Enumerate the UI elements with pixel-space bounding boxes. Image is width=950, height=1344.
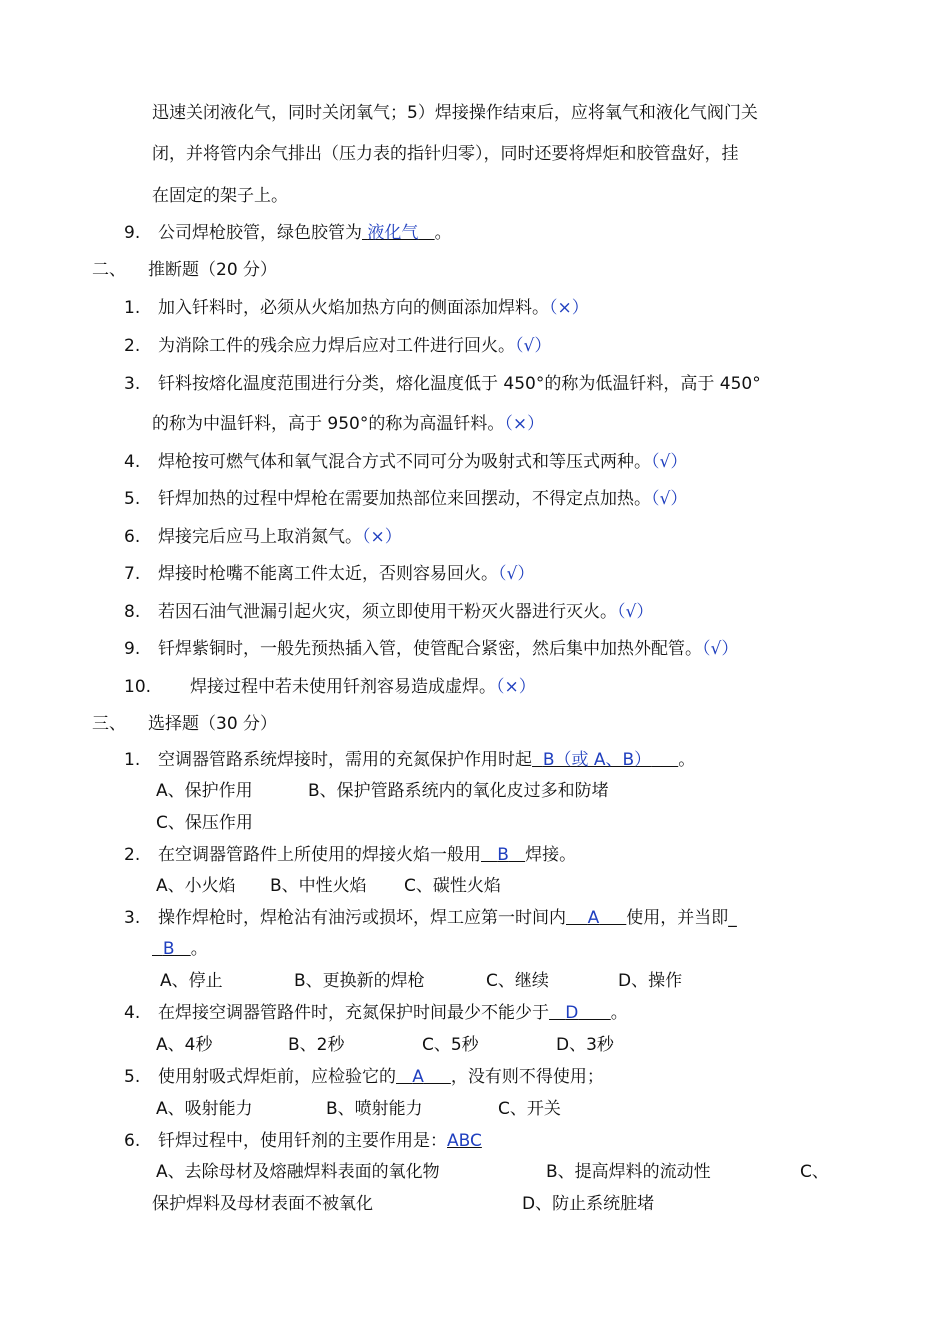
question-end: 使用，并当即_ — [626, 908, 737, 928]
question-fill — [158, 1001, 628, 1025]
answer-text: A — [412, 1067, 424, 1087]
option: D、操作 — [618, 971, 683, 991]
answer-text: D — [565, 1003, 579, 1023]
question-fill — [158, 748, 695, 772]
answer-blank — [532, 750, 678, 770]
option: C、5秒 — [422, 1035, 479, 1055]
question-text: 焊枪按可燃气体和氧气混合方式不同可分为吸射式和等压式两种。 — [158, 452, 651, 472]
option: B、保护管路系统内的氧化皮过多和防堵 — [308, 781, 609, 801]
question-fill — [152, 937, 208, 961]
judge-item — [158, 487, 687, 511]
option: A、小火焰 — [156, 876, 236, 896]
answer-mark: （√） — [651, 452, 688, 472]
question-number: 3. — [124, 374, 141, 394]
option: C、开关 — [498, 1099, 561, 1119]
question-end: 焊接。 — [525, 845, 577, 865]
answer-mark: （√） — [617, 602, 654, 622]
option: B、2秒 — [288, 1035, 345, 1055]
answer-blank — [362, 223, 435, 243]
question-fill — [158, 906, 737, 930]
option: A、4秒 — [156, 1035, 213, 1055]
question-fill — [158, 1129, 482, 1153]
paragraph-line: 在固定的架子上。 — [152, 186, 288, 206]
paragraph-line: 迅速关闭液化气，同时关闭氧气；5）焊接操作结束后，应将氧气和液化气阀门关 — [152, 103, 758, 123]
question-number: 5. — [124, 489, 141, 509]
question-text: 加入钎料时，必须从火焰加热方向的侧面添加焊料。 — [158, 298, 549, 318]
answer-text: ABC — [447, 1131, 482, 1151]
option: D、3秒 — [556, 1035, 614, 1055]
judge-item — [158, 450, 687, 474]
option: C、继续 — [486, 971, 549, 991]
question-number: 2. — [124, 845, 141, 865]
question-number: 1. — [124, 750, 141, 770]
answer-mark: （×） — [549, 298, 589, 318]
question-text: 钎料按熔化温度范围进行分类，熔化温度低于 450°的称为低温钎料，高于 450° — [158, 374, 761, 394]
paragraph-line: 闭，并将管内余气排出（压力表的指针归零），同时还要将焊炬和胶管盘好，挂 — [152, 144, 739, 164]
question-end: 。 — [190, 939, 208, 959]
answer-text: B — [497, 845, 509, 865]
question-end: 。 — [434, 223, 452, 243]
question-text: 钎焊过程中，使用钎剂的主要作用是： — [158, 1131, 447, 1151]
question-text: 在焊接空调器管路件时，充氮保护时间最少不能少于 — [158, 1003, 549, 1023]
question-text: 使用射吸式焊炬前，应检验它的 — [158, 1067, 396, 1087]
question-end: 。 — [610, 1003, 628, 1023]
option: B、更换新的焊枪 — [294, 971, 425, 991]
section-title: 选择题（30 分） — [148, 714, 278, 734]
judge-item — [190, 675, 536, 699]
question-text: 钎焊加热的过程中焊枪在需要加热部位来回摆动，不得定点加热。 — [158, 489, 651, 509]
question-number: 2. — [124, 336, 141, 356]
answer-blank — [549, 1003, 611, 1023]
question-fill — [158, 221, 452, 245]
answer-mark: （√） — [515, 336, 552, 356]
question-number: 1. — [124, 298, 141, 318]
answer-mark: （×） — [496, 677, 536, 697]
option: B、提高焊料的流动性 — [546, 1162, 711, 1182]
option: C、 — [800, 1162, 829, 1182]
option: C、保压作用 — [156, 813, 253, 833]
option: B、中性火焰 — [270, 876, 367, 896]
question-text: 的称为中温钎料，高于 950°的称为高温钎料。 — [152, 414, 505, 434]
answer-text: B（或 A、B） — [542, 750, 652, 770]
answer-mark: （√） — [651, 489, 688, 509]
section-number: 二、 — [92, 260, 126, 280]
question-text: 若因石油气泄漏引起火灾，须立即使用干粉灭火器进行灭火。 — [158, 602, 617, 622]
option: A、吸射能力 — [156, 1099, 253, 1119]
question-text: 在空调器管路件上所使用的焊接火焰一般用 — [158, 845, 481, 865]
answer-text: B — [162, 939, 175, 959]
section-title: 推断题（20 分） — [148, 260, 278, 280]
option: A、去除母材及熔融焊料表面的氧化物 — [156, 1162, 440, 1182]
answer-blank — [481, 845, 525, 865]
option: B、喷射能力 — [326, 1099, 423, 1119]
judge-item — [158, 600, 653, 624]
question-fill — [158, 1065, 604, 1089]
answer-text: A — [587, 908, 600, 928]
option: A、停止 — [160, 971, 223, 991]
option: D、防止系统脏堵 — [522, 1194, 655, 1214]
question-number: 4. — [124, 1003, 141, 1023]
question-text: 空调器管路系统焊接时，需用的充氮保护作用时起 — [158, 750, 532, 770]
question-number: 8. — [124, 602, 141, 622]
question-end: 。 — [678, 750, 696, 770]
answer-mark: （√） — [498, 564, 535, 584]
question-number: 6. — [124, 527, 141, 547]
question-number: 6. — [124, 1131, 141, 1151]
question-text: 钎焊紫铜时，一般先预热插入管，使管配合紧密，然后集中加热外配管。 — [158, 639, 702, 659]
judge-item — [158, 296, 589, 320]
question-text: 为消除工件的残余应力焊后应对工件进行回火。 — [158, 336, 515, 356]
question-text: 公司焊枪胶管，绿色胶管为 — [158, 223, 362, 243]
section-number: 三、 — [92, 714, 126, 734]
answer-mark: （√） — [702, 639, 739, 659]
answer-blank — [566, 908, 626, 928]
answer-text: 液化气 — [367, 223, 419, 243]
question-fill — [158, 843, 576, 867]
question-number: 7. — [124, 564, 141, 584]
judge-item — [158, 334, 551, 358]
answer-mark: （×） — [362, 527, 402, 547]
judge-item — [158, 562, 534, 586]
question-text: 焊接过程中若未使用钎剂容易造成虚焊。 — [190, 677, 496, 697]
question-number: 4. — [124, 452, 141, 472]
question-number: 10. — [124, 677, 152, 697]
option: C、碳性火焰 — [404, 876, 501, 896]
answer-mark: （×） — [504, 414, 545, 434]
question-text: 焊接时枪嘴不能离工件太近，否则容易回火。 — [158, 564, 498, 584]
question-number: 3. — [124, 908, 141, 928]
judge-item — [158, 637, 738, 661]
answer-blank — [152, 939, 191, 959]
option: 保护焊料及母材表面不被氧化 — [152, 1194, 373, 1214]
question-end: ，没有则不得使用； — [450, 1067, 604, 1087]
judge-item — [158, 525, 402, 549]
answer-blank — [396, 1067, 451, 1087]
option: A、保护作用 — [156, 781, 253, 801]
judge-item — [152, 412, 544, 436]
question-text: 焊接完后应马上取消氮气。 — [158, 527, 362, 547]
question-number: 5. — [124, 1067, 141, 1087]
question-number: 9. — [124, 639, 141, 659]
question-number: 9. — [124, 223, 141, 243]
question-text: 操作焊枪时，焊枪沾有油污或损坏，焊工应第一时间内 — [158, 908, 566, 928]
